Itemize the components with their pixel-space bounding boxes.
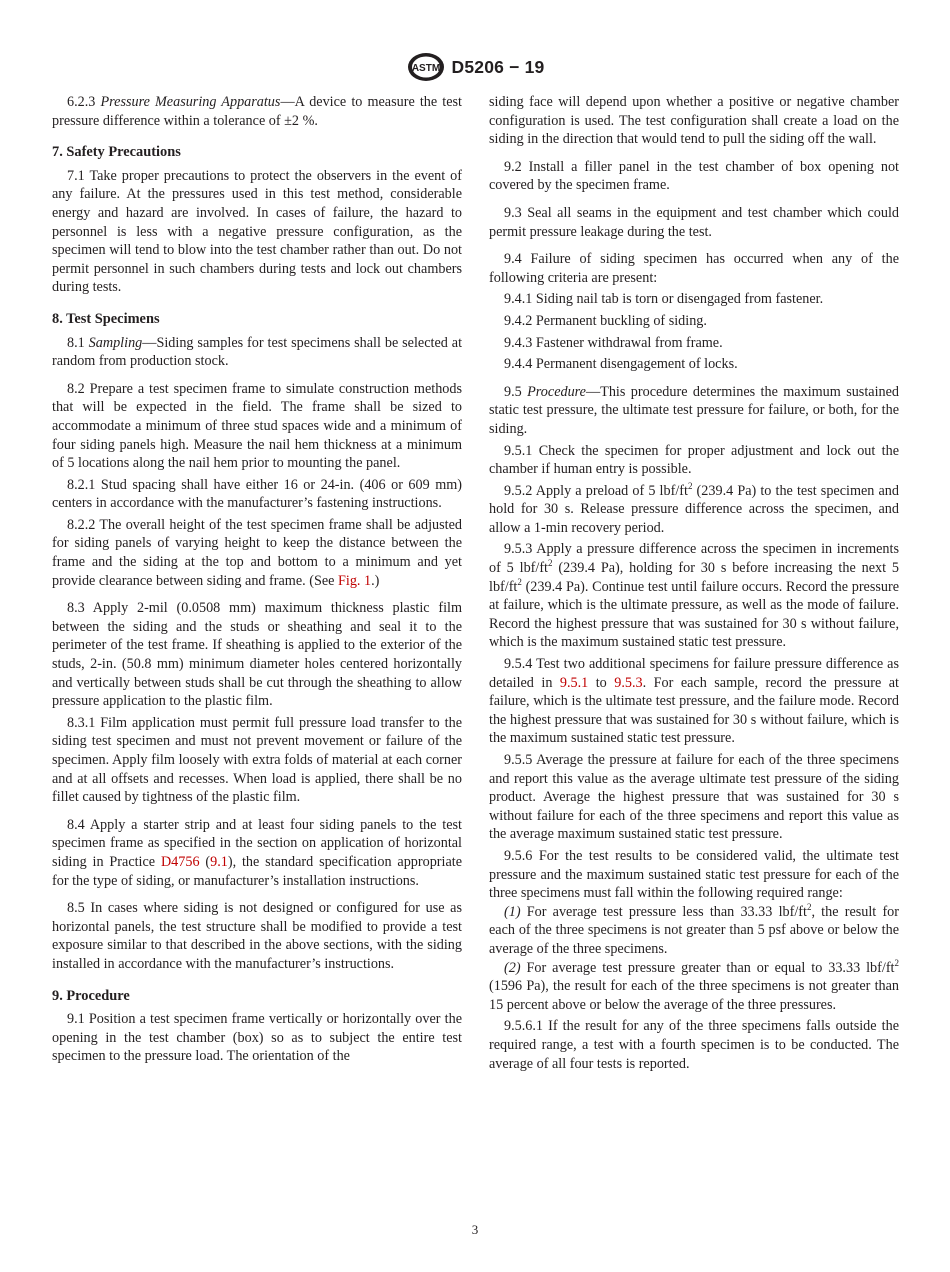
paragraph-9-1-continued: siding face will depend upon whether a positive or negative chamber configuration is used. The test configuration shall create a load on the siding in the direction that would tend to pull the siding off the wall. bbox=[489, 94, 899, 148]
paragraph-8-2-1: 8.2.1 Stud spacing shall have either 16 or 24-in. (406 or 609 mm) centers in accordance with the manufacturer’s fastening instructions. bbox=[52, 476, 462, 512]
paragraph-9-5-6-1: 9.5.6.1 If the result for any of the three specimens falls outside the required range, a test with a fourth specimen is to be conducted. The average of all four tests is reported. bbox=[489, 1018, 899, 1072]
paragraph-9-5-1: 9.5.1 Check the specimen for proper adjustment and lock out the chamber if human entry is possible. bbox=[489, 442, 899, 478]
page-header bbox=[0, 50, 950, 84]
d4756-link[interactable]: D4756 bbox=[160, 853, 200, 870]
paragraph-8-3-1: 8.3.1 Film application must permit full pressure load transfer to the siding test specimen and must not prevent movement or failure of the specimen. Apply film loosely with extra folds of material at each corner and at all offsets and recesses. When load is applied, there shall be no fillet caused by tightness of the plastic film. bbox=[52, 714, 462, 806]
paragraph-8-2-2: 8.2.2 The overall height of the test specimen frame shall be adjusted for siding panels of varying height to keep the distance between the frame and the siding at the top and bottom to a minimum and yet provide clearance between siding and frame. (See Fig. 1.) bbox=[52, 516, 462, 589]
paragraph-8-4: 8.4 Apply a starter strip and at least four siding panels to the test specimen frame as specified in the section on application of horizontal siding in Practice D4756 (9.1), the standard specification appropriate for the type of siding, or manufacturer’s installation instructions. bbox=[52, 816, 462, 889]
paragraph-9-3: 9.3 Seal all seams in the equipment and test chamber which could permit pressure leakage during the test. bbox=[489, 204, 899, 240]
paragraph-9-5-6-item-2: (2) For average test pressure greater than or equal to 33.33 lbf/$ft^2$ (1596 Pa), the result for each of the three specimens is not greater than 15 percent above or below the average of the three pressures. bbox=[489, 957, 899, 1013]
astm-logo-icon bbox=[406, 51, 446, 83]
paragraph-9-4-2: 9.4.2 Permanent buckling of siding. bbox=[504, 312, 707, 329]
paragraph-8-5: 8.5 In cases where siding is not designed or configured for use as horizontal panels, the test structure shall be modified to provide a test exposure similar to that described in the above sections, with the siding installed in accordance with the manufacturer’s instructions. bbox=[52, 900, 462, 972]
designation: D5206 − 19 bbox=[451, 56, 545, 77]
paragraph-8-3: 8.3 Apply 2-mil (0.0508 mm) maximum thickness plastic film between the siding and the studs or sheathing and seal it to the perimeter of the test frame. If sheathing is applied to the exterior of the studs, 2-in. (50.8 mm) minimum diameter holes centered horizontally and vertically between studs shall be cut through the sheathing to allow pressure application to the plastic film. bbox=[52, 600, 462, 710]
paragraph-9-5-5: 9.5.5 Average the pressure at failure for each of the three specimens and report this value as the average ultimate test pressure of the siding product. Average the highest pressure that was sustained for 30 s without failure for each of the three specimens and report this value as the average maximum sustained static test pressure. bbox=[489, 752, 899, 843]
ref-9-1-link[interactable]: 9.1 bbox=[210, 853, 228, 870]
paragraph-8-1: 8.1 Sampling—Siding samples for test specimens shall be selected at random from production stock. bbox=[52, 334, 463, 370]
section-heading-9: 9. Procedure bbox=[52, 987, 130, 1004]
paragraph-9-5: 9.5 Procedure—This procedure determines the maximum sustained static test pressure, the ultimate test pressure for failure, or both, for the siding. bbox=[489, 383, 899, 437]
fig-1-link[interactable]: Fig. 1 bbox=[337, 572, 372, 589]
svg-text:ASTM: ASTM bbox=[411, 63, 440, 74]
paragraph-9-5-3: 9.5.3 Apply a pressure difference across the specimen in increments of 5 lbf/$ft^2$ (239.4 Pa), holding for 30 s before increasing the next 5 lbf/$ft^2$ (239.4 Pa). Continue test until failure occurs. Record the pressure at failure, which is the ultimate pressure, as well as the mode of failure. Record the highest pressure that was sustained for 30 s without failure, which is the maximum sustained static test pressure. bbox=[489, 541, 899, 651]
left-column bbox=[52, 93, 462, 1066]
section-heading-7: 7. Safety Precautions bbox=[52, 144, 181, 161]
paragraph-9-4-4: 9.4.4 Permanent disengagement of locks. bbox=[504, 356, 738, 373]
paragraph-7-1: 7.1 Take proper precautions to protect the observers in the event of any failure. At the pressures used in this test method, considerable energy and hazard are involved. In cases of failure, the hazard to personnel is less with a negative pressure configuration, as the specimen will tend to blow into the test chamber rather than out. Do not permit personnel in such chambers during tests and lock out chambers during tests. bbox=[52, 167, 462, 296]
paragraph-9-4-3: 9.4.3 Fastener withdrawal from frame. bbox=[504, 334, 723, 351]
paragraph-9-1: 9.1 Position a test specimen frame vertically or horizontally over the opening in the test chamber (box) so as to subject the entire test specimen to the pressure load. The orientation of the bbox=[52, 1011, 462, 1065]
page-number: 3 bbox=[471, 1222, 479, 1237]
ref-9-5-1-link[interactable]: 9.5.1 bbox=[559, 674, 589, 691]
paragraph-8-2: 8.2 Prepare a test specimen frame to simulate construction methods that will be expected in the field. The frame shall be sized to accommodate a minimum of three stud spaces wide and a minimum of four siding panels high. Measure the nail hem thickness at a minimum of 5 locations along the nail hem prior to mounting the panel. bbox=[52, 380, 462, 472]
paragraph-6-2-3: 6.2.3 Pressure Measuring Apparatus—A device to measure the test pressure difference within a tolerance of ±2 %. bbox=[52, 94, 462, 129]
paragraph-9-5-4: 9.5.4 Test two additional specimens for failure pressure difference as detailed in 9.5.1 to 9.5.3. For each sample, record the pressure at failure, which is the ultimate test pressure, and the failure mode. Record the highest pressure that was sustained for 30 s without failure, which is the maximum sustained static test pressure. bbox=[489, 656, 899, 747]
section-heading-8: 8. Test Specimens bbox=[52, 310, 160, 327]
paragraph-9-5-2: 9.5.2 Apply a preload of 5 lbf/$ft^2$ (239.4 Pa) to the test specimen and hold for 30 s. Release pressure difference across the specimen, and allow a 1-min recovery period. bbox=[489, 480, 899, 536]
paragraph-9-2: 9.2 Install a filler panel in the test chamber of box opening not covered by the specimen frame. bbox=[489, 158, 899, 194]
right-column bbox=[489, 93, 899, 1073]
paragraph-9-4: 9.4 Failure of siding specimen has occurred when any of the following criteria are present: bbox=[489, 251, 899, 286]
paragraph-9-5-6: 9.5.6 For the test results to be considered valid, the ultimate test pressure and the maximum sustained static test pressure for each of the three specimens must fall within the following required range: bbox=[489, 847, 899, 902]
paragraph-9-4-1: 9.4.1 Siding nail tab is torn or disengaged from fastener. bbox=[504, 291, 824, 308]
ref-9-5-3-link[interactable]: 9.5.3 bbox=[614, 674, 643, 691]
paragraph-9-5-6-item-1: (1) For average test pressure less than 33.33 lbf/$ft^2$, the result for each of the three specimens is not greater than 5 psf above or below the average of the three specimens. bbox=[489, 901, 899, 957]
